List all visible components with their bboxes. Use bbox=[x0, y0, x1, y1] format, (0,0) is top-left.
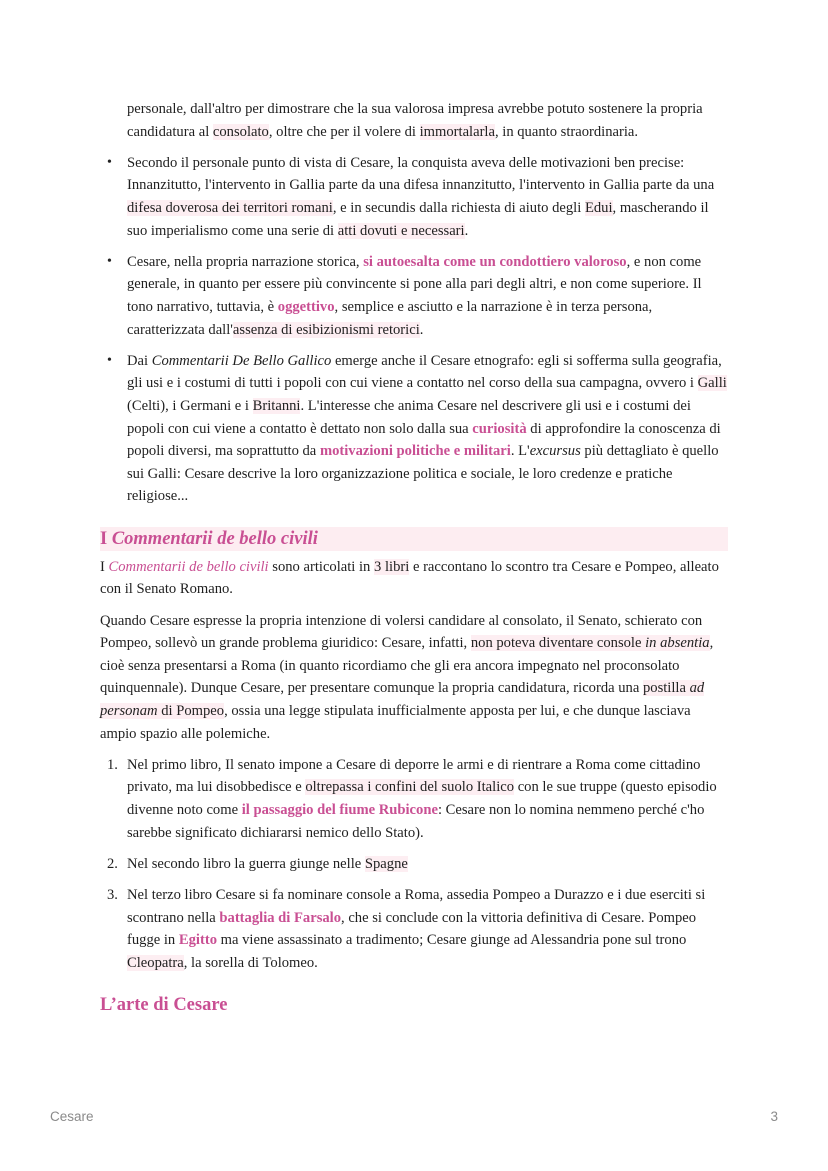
highlight: immortalarla bbox=[419, 123, 495, 140]
list-item bbox=[107, 754, 728, 844]
text: Nel terzo libro Cesare si fa nominare console a Roma, assedia Pompeo a Durazzo e i due eserciti si scontrano nella bbox=[127, 886, 706, 926]
text: , cioè senza presentarsi a Roma (in quanto ricordiamo che gli era ancora impegnato nel proconsolato quinquennale). Dunque Cesare, per presentare comunque la propria candidatura, ricorda una bbox=[100, 635, 714, 697]
text: , in quanto straordinaria. bbox=[494, 123, 639, 140]
text: e raccontano lo scontro tra Cesare e Pompeo, alleato con il Senato Romano. bbox=[100, 558, 719, 598]
highlight: di Pompeo bbox=[157, 703, 225, 720]
paragraph bbox=[100, 556, 728, 601]
highlight-italic: ad personam bbox=[100, 680, 705, 720]
list-number: 3. bbox=[107, 886, 118, 903]
accent-text: curiosità bbox=[472, 420, 527, 437]
text: sono articolati in bbox=[268, 558, 375, 575]
text: , e in secundis dalla richiesta di aiuto degli bbox=[332, 199, 585, 216]
highlight: difesa doverosa dei territori romani bbox=[127, 199, 333, 216]
list-number: 1. bbox=[107, 756, 118, 773]
text: , e non come generale, in quanto per essere più convincente si pone alla pari degli altri, e non come superiore. Il tono narrativo, tuttavia, è bbox=[127, 253, 702, 315]
accent-text: il passaggio del fiume Rubicone bbox=[241, 802, 438, 818]
bullet-list bbox=[100, 98, 728, 508]
text: di approfondire la conoscenza di popoli diversi, ma soprattutto da bbox=[127, 420, 721, 460]
text: I bbox=[100, 558, 109, 575]
heading-prefix: I bbox=[100, 528, 112, 549]
highlight: Galli bbox=[697, 375, 727, 392]
text: , oltre che per il volere di bbox=[268, 123, 420, 140]
text: emerge anche il Cesare etnografo: egli si sofferma sulla geografia, gli usi e i costumi di tutti i popoli con cui viene a contatto nel corso della sua campagna, ovvero i bbox=[127, 352, 722, 392]
text: (Celti), i Germani e i bbox=[127, 397, 253, 414]
list-item bbox=[127, 350, 728, 508]
text: Cesare, nella propria narrazione storica, bbox=[127, 253, 364, 270]
highlight: oltrepassa i confini del suolo Italico bbox=[305, 779, 515, 796]
highlight: consolato bbox=[212, 123, 269, 140]
heading-italic: Commentarii de bello civili bbox=[111, 528, 318, 549]
italic-text: Commentarii De Bello Gallico bbox=[151, 352, 332, 369]
highlight: Britanni bbox=[252, 397, 301, 414]
text: , mascherando il suo imperialismo come una serie di bbox=[127, 199, 709, 239]
text: . L' bbox=[510, 443, 530, 460]
text: Quando Cesare espresse la propria intenzione di volersi candidare al consolato, il Senato, schierato con Pompeo, sollevò un grande problema giuridico: Cesare, infatti, bbox=[100, 612, 703, 652]
section-heading-arte-di-cesare: L’arte di Cesare bbox=[100, 995, 228, 1016]
text: più dettagliato è quello sui Galli: Cesare descrive la loro organizzazione politica e sociale, le loro credenze e pratiche religiose... bbox=[127, 443, 719, 505]
text: personale, dall'altro per dimostrare che la sua valorosa impresa avrebbe potuto sostenere la propria candidatura al bbox=[127, 101, 703, 140]
text: , semplice e asciutto e la narrazione è in terza persona, caratterizzata dall' bbox=[127, 298, 653, 338]
highlight: 3 libri bbox=[374, 558, 410, 575]
list-item bbox=[127, 251, 728, 341]
accent-text: oggettivo bbox=[277, 298, 335, 315]
text: . bbox=[419, 321, 424, 338]
section-heading-bello-civili bbox=[100, 527, 728, 551]
italic-text: excursus bbox=[529, 443, 581, 460]
highlight: assenza di esibizionismi retorici bbox=[232, 321, 420, 338]
text: Dai bbox=[127, 352, 152, 369]
list-item-continuation bbox=[127, 98, 728, 143]
footer-title: Cesare bbox=[50, 1109, 94, 1124]
list-number: 2. bbox=[107, 855, 118, 872]
accent-text: battaglia di Farsalo bbox=[219, 909, 342, 926]
accent-italic-text: Commentarii de bello civili bbox=[108, 558, 269, 575]
text: . bbox=[464, 222, 469, 239]
text: Nel secondo libro la guerra giunge nelle bbox=[127, 855, 365, 872]
highlight: postilla bbox=[642, 680, 690, 697]
accent-text: si autoesalta come un condottiero valoroso bbox=[363, 253, 627, 270]
text: Secondo il personale punto di vista di Cesare, la conquista aveva delle motivazioni ben precise: Innanzitutto, l'intervento in Gallia parte da una difesa innanzitutto, l'intervento in Gallia parte da una bbox=[127, 154, 715, 194]
highlight: Cleopatra bbox=[127, 954, 184, 971]
document-page bbox=[100, 98, 728, 1022]
accent-text: motivazioni politiche e militari bbox=[319, 443, 511, 460]
footer-page-number: 3 bbox=[770, 1109, 778, 1124]
text: con le sue truppe (questo episodio divenne noto come bbox=[127, 779, 717, 818]
highlight-italic: in absentia bbox=[645, 635, 710, 652]
text: , la sorella di Tolomeo. bbox=[183, 954, 318, 971]
text: : Cesare non lo nomina nemmeno perché c'ho sarebbe significato dichiararsi nemico dello Stato). bbox=[127, 802, 705, 841]
highlight: atti dovuti e necessari bbox=[337, 222, 465, 239]
text: , ossia una legge stipulata inufficialmente apposta per lui, e che dunque lasciava ampio spazio alle polemiche. bbox=[100, 703, 691, 742]
paragraph bbox=[100, 610, 728, 746]
list-item bbox=[127, 152, 728, 242]
highlight: Spagne bbox=[364, 855, 408, 872]
numbered-list bbox=[100, 754, 728, 975]
text: , che si conclude con la vittoria definitiva di Cesare. Pompeo fugge in bbox=[127, 909, 697, 949]
list-item bbox=[107, 884, 728, 974]
list-item bbox=[107, 853, 728, 876]
highlight: non poteva diventare console bbox=[470, 635, 646, 652]
text: ma viene assassinato a tradimento; Cesare giunge ad Alessandria pone sul trono bbox=[217, 932, 687, 949]
text: . L'interesse che anima Cesare nel descrivere gli usi e i costumi dei popoli con cui viene a contatto è dettato non solo dalla sua bbox=[127, 397, 691, 437]
accent-text: Egitto bbox=[178, 932, 217, 949]
highlight: Edui bbox=[584, 199, 613, 216]
text: Nel primo libro, Il senato impone a Cesare di deporre le armi e di rientrare a Roma come cittadino privato, ma lui disobbedisce e bbox=[127, 756, 701, 796]
